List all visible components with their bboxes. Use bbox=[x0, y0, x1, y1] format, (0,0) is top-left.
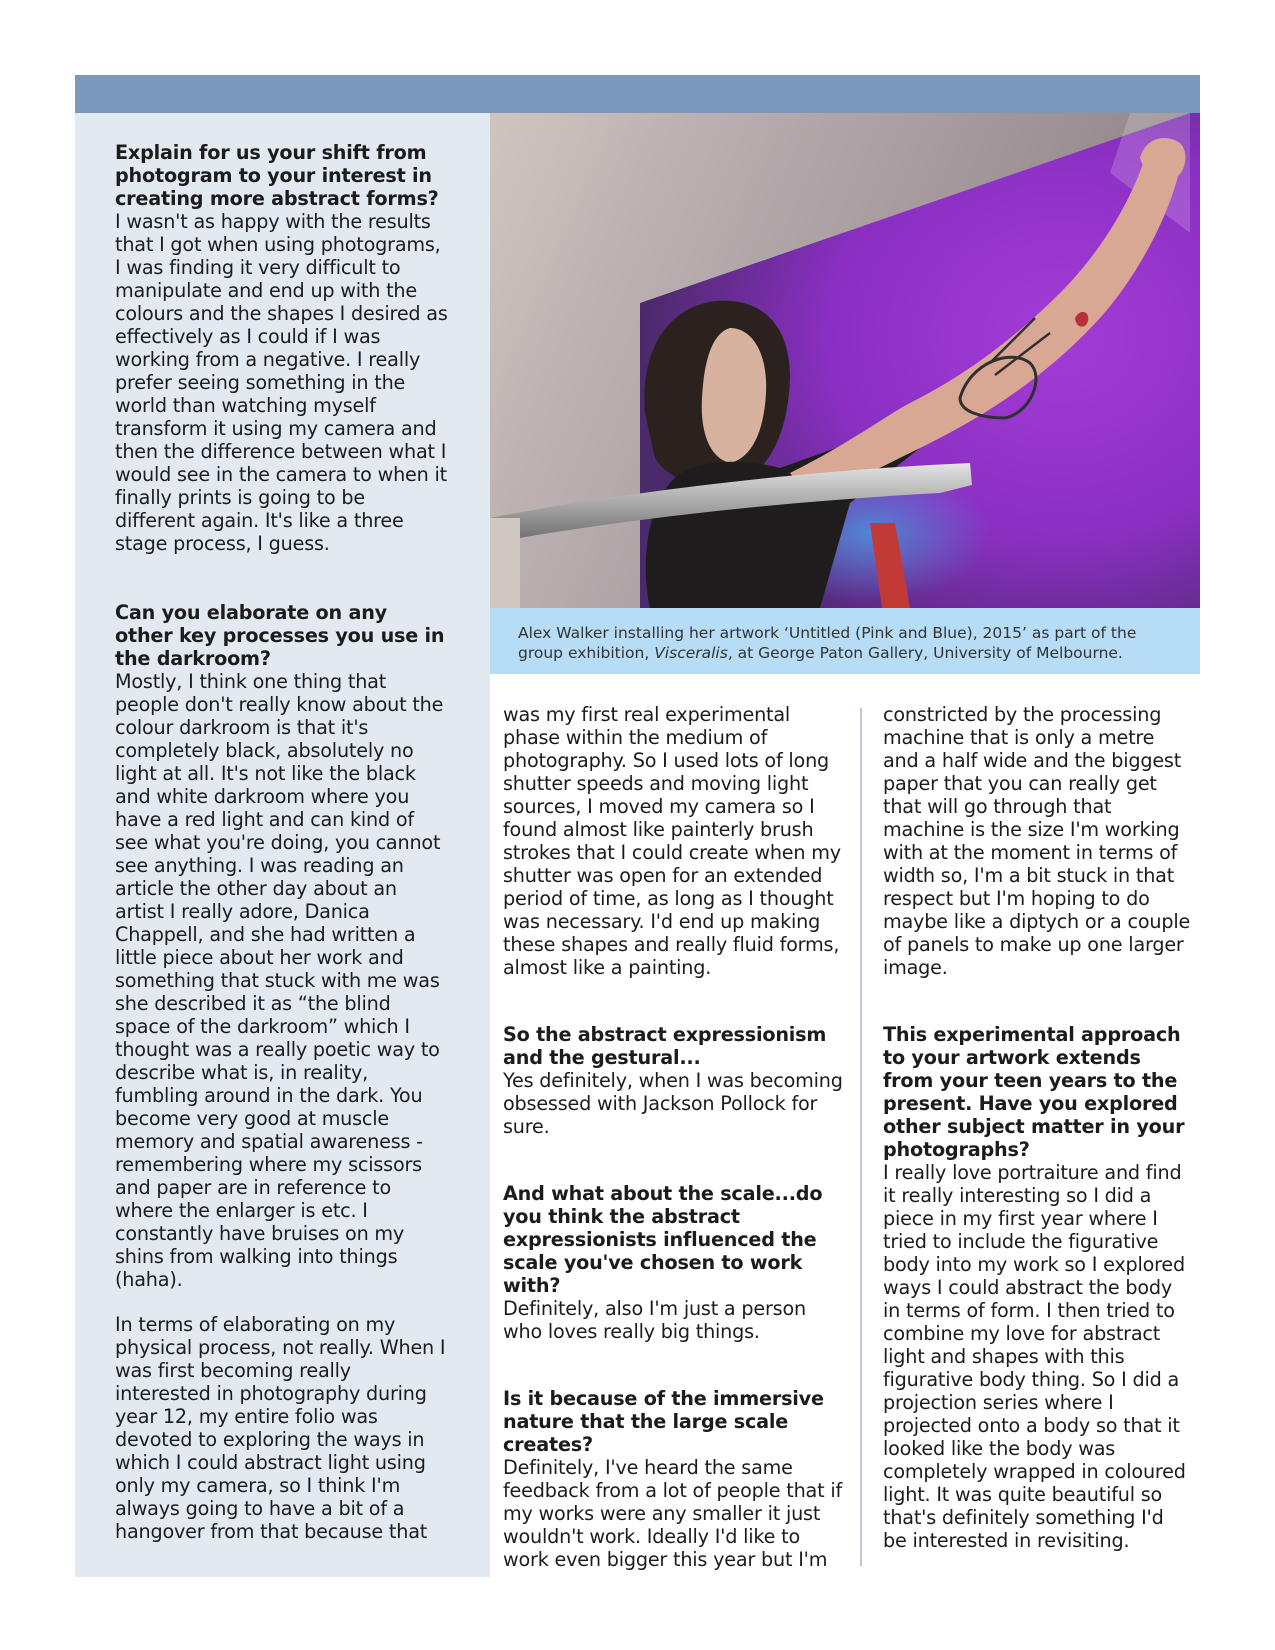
question-4: And what about the scale...do you think the abstract expressionists influenced the scale you've chosen to work with? bbox=[503, 1182, 823, 1297]
answer-2: Mostly, I think one thing that people don't really know about the colour darkroom is that it's completely black, absolutely no light at all. It's not like the black and white darkroom where you have a red light and can kind of see what you're doing, you cannot see anything. I was reading an article the other day about an artist I really adore, Danica Chappell, and she had written a little piece about her work and something that stuck with me was she described it as “the blind space of the darkroom” which I thought was a really poetic way to describe what is, in reality, fumbling around in the dark. You become very good at muscle memory and spatial awareness - remembering where my scissors and paper are in reference to where the enlarger is etc. I constantly have bruises on my shins from walking into things (haha). bbox=[115, 670, 444, 1291]
answer-3: Yes definitely, when I was becoming obsessed with Jackson Pollock for sure. bbox=[503, 1069, 843, 1138]
question-1: Explain for us your shift from photogram to your interest in creating more abstract forms? bbox=[115, 141, 439, 210]
answer-2-continued: In terms of elaborating on my physical process, not really. When I was first becoming really interested in photography during year 12, my entire folio was devoted to exploring the ways in which I could abstract light using only my camera, so I think I'm always going to have a bit of a hangover from that because that bbox=[115, 1313, 446, 1543]
answer-5-continued: constricted by the processing machine that is only a metre and a half wide and the biggest paper that you can really get that will go through that machine is the size I'm working with at the moment in terms of width so, I'm a bit stuck in that respect but I'm hoping to do maybe like a diptych or a couple of panels to make up one larger image. bbox=[883, 703, 1191, 979]
caption-text: Alex Walker installing her artwork ‘Untitled (Pink and Blue), 2015’ as part of the group exhibition, bbox=[518, 624, 1137, 662]
answer-6: I really love portraiture and find it really interesting so I did a piece in my first year where I tried to include the figurative body into my work so I explored ways I could abstract the body in terms of form. I then tried to combine my love for abstract light and shapes with this figurative body thing. So I did a projection series where I projected onto a body so that it looked like the body was completely wrapped in coloured light. It was quite beautiful so that's definitely something I'd be interested in revisiting. bbox=[883, 1161, 1186, 1552]
top-banner bbox=[75, 75, 1200, 113]
artist-installation-photo bbox=[490, 113, 1200, 608]
question-2: Can you elaborate on any other key processes you use in the darkroom? bbox=[115, 601, 445, 670]
question-5: Is it because of the immersive nature that the large scale creates? bbox=[503, 1387, 824, 1456]
column-divider bbox=[860, 708, 862, 1566]
caption-text-end: , at George Paton Gallery, University of Melbourne. bbox=[727, 644, 1123, 662]
answer-5: Definitely, I've heard the same feedback from a lot of people that if my works were any smaller it just wouldn't work. Ideally I'd like to work even bigger this year but I'm bbox=[503, 1456, 843, 1571]
answer-2-continued-mid: was my first real experimental phase within the medium of photography. So I used lots of long shutter speeds and moving light sources, I moved my camera so I found almost like painterly brush strokes that I could create when my shutter was open for an extended period of time, as long as I thought was necessary. I'd end up making these shapes and really fluid forms, almost like a painting. bbox=[503, 703, 841, 979]
answer-4: Definitely, also I'm just a person who loves really big things. bbox=[503, 1297, 806, 1343]
middle-text-column bbox=[503, 703, 843, 1571]
answer-1: I wasn't as happy with the results that I got when using photograms, I was finding it very difficult to manipulate and end up with the colours and the shapes I desired as effectively as I could if I was working from a negative. I really prefer seeing something in the world than watching myself transform it using my camera and then the difference between what I would see in the camera to when it finally prints is going to be different again. It's like a three stage process, I guess. bbox=[115, 210, 448, 555]
caption-exhibition-title: Visceralis bbox=[654, 644, 728, 662]
right-text-column bbox=[883, 703, 1193, 1552]
question-3: So the abstract expressionism and the gestural... bbox=[503, 1023, 827, 1069]
question-6: This experimental approach to your artwork extends from your teen years to the present. Have you explored other subject matter in your photographs? bbox=[883, 1023, 1185, 1161]
left-text-column bbox=[115, 141, 450, 1543]
photo-caption bbox=[490, 608, 1200, 674]
